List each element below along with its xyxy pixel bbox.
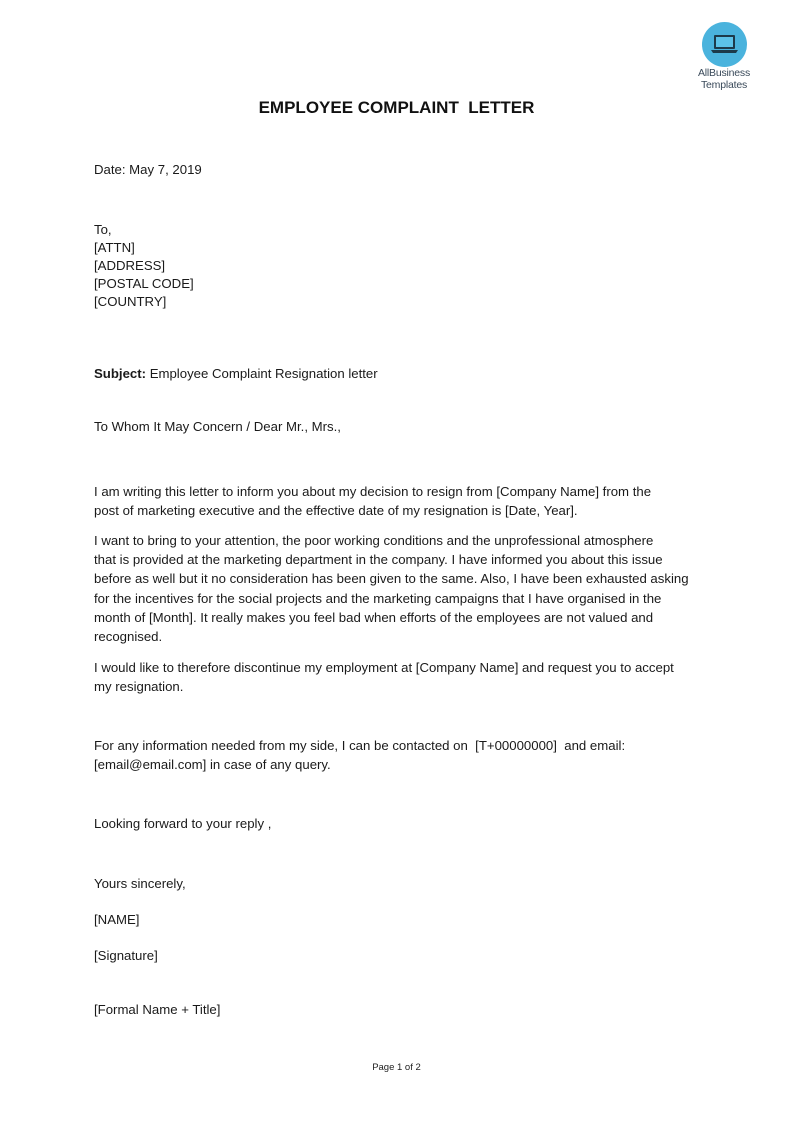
paragraph-line: month of [Month]. It really makes you feel bad when efforts of the employees are not valued and: [94, 609, 654, 625]
closing-looking-forward: Looking forward to your reply ,: [94, 816, 272, 831]
paragraph-line: that is provided at the marketing department in the company. I have informed you about this issue: [94, 552, 663, 568]
paragraph-line: for the incentives for the social projects and the marketing campaigns that I have organised in the: [94, 590, 662, 606]
paragraph-line: before as well but it no consideration has been given to the same. Also, I have been exhausted asking: [94, 571, 689, 587]
allbusiness-templates-logo: [692, 22, 762, 94]
paragraph-discontinue: [94, 658, 704, 696]
address-attn: [ATTN]: [94, 240, 135, 255]
letter-date: Date: May 7, 2019: [94, 162, 202, 177]
document-title: EMPLOYEE COMPLAINT LETTER: [258, 98, 535, 117]
paragraph-resignation-notice: [94, 482, 704, 520]
paragraph-line: post of marketing executive and the effective date of my resignation is [Date, Year].: [94, 503, 578, 519]
address-to: To,: [94, 222, 112, 237]
paragraph-line: I am writing this letter to inform you about my decision to resign from [Company Name] from the: [94, 484, 652, 499]
paragraph-line: I would like to therefore discontinue my employment at [Company Name] and request you to accept: [94, 660, 674, 675]
paragraph-line: For any information needed from my side, I can be contacted on [T+00000000] and email:: [94, 738, 626, 753]
logo-line-1: AllBusiness: [697, 67, 751, 79]
logo-line-2: Templates: [700, 79, 748, 91]
paragraph-line: recognised.: [94, 629, 163, 645]
logo-badge: [702, 22, 747, 67]
address-line: [ADDRESS]: [94, 258, 166, 273]
closing-formal-name: [Formal Name + Title]: [94, 1002, 221, 1017]
paragraph-line: I want to bring to your attention, the poor working conditions and the unprofessional atmosphere: [94, 533, 654, 548]
address-country: [COUNTRY]: [94, 294, 167, 309]
address-postal-code: [POSTAL CODE]: [94, 276, 194, 291]
closing-name: [NAME]: [94, 912, 140, 927]
logo-text: [688, 67, 760, 91]
subject-label: Subject:: [94, 366, 147, 381]
subject-line: [94, 365, 378, 383]
paragraph-line: [email@email.com] in case of any query.: [94, 757, 331, 773]
paragraph-line: my resignation.: [94, 679, 184, 695]
closing-sign-off: Yours sincerely,: [94, 876, 186, 891]
laptop-icon: [702, 22, 747, 67]
subject-text: Employee Complaint Resignation letter: [146, 366, 378, 381]
paragraph-complaint: [94, 531, 704, 646]
salutation: To Whom It May Concern / Dear Mr., Mrs.,: [94, 419, 341, 434]
closing-signature: [Signature]: [94, 948, 158, 963]
page-number: Page 1 of 2: [372, 1062, 421, 1073]
paragraph-contact: [94, 736, 704, 774]
